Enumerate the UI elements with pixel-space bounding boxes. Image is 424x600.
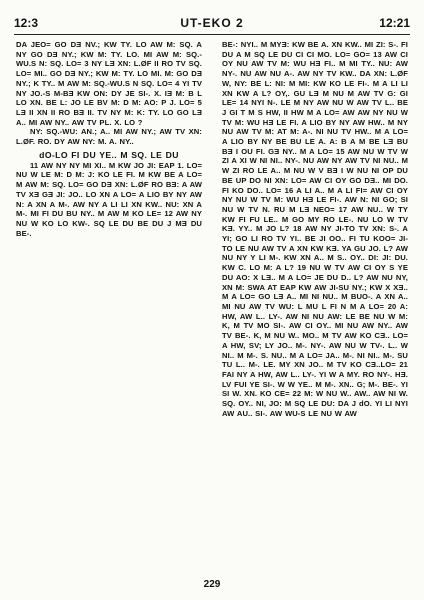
page-number: 229 xyxy=(203,579,221,590)
left-column xyxy=(16,40,202,560)
chapter-verse-end: 12:21 xyxy=(379,16,410,30)
book-title: UT-EKO 2 xyxy=(180,16,244,30)
paragraph: NY: SQ.-WU: AN.; A.. MI AW NY.; AW TV XN: L.ØF. RO. DY AW NY: M. A. NY.. xyxy=(16,127,202,147)
page-header xyxy=(14,16,410,34)
right-column xyxy=(222,40,408,560)
section-heading: dO-LO FI DU YE.. M SQ. LE DU xyxy=(39,149,179,160)
paragraph: BE-: NYI.. M MYƎ: KW BE A. XN KW.. MI ZI: S-. FI DU A M SQ LE DU CI CI MO. LO= GO= 13 AW CI OY NU AW TV M: WU HƎ FI.. M MI TY.. NU: AW NY-. NU AW NU A-. AW NY TV KW.. DA XN: L.ØF W, NY: BE L: NI: M MI: KW KO LE FI-. M A LI LI XN KW A L? OY,. GU LƎ M NU M AW TV G: GI LE= 14 NYI N-. LE M NY AW NU W AW TV L.. BE J GI T M S HW, II HW M A LO= AW AW NY NU W TV M: WU HƎ LE FI. A LIO BY NY AW HW.. M NY NU AW TV M: AT M: A-. NI NU TV HW.. M A LO= A LIO BY NY BE BU LE A. A: B A M BE LƎ BU BƎ I OU FI. GƎ NY.. M A LO= 15 AW NU W TV W ZI A XI W NI NI.. NY-. NU AW NY AW TV NI NU.. M W ZI RO LE A.. M NU W V BƎ I W NU NI OP DU BE UP DO NI XN: LO= AW CI OY GO DƎ.. MI DO. FI KO DO.. LO= 16 A LI A.. M A LI FI= AW CI OY NY NU W TV M: WU HƎ LE FI-. AW N: NI GO; SI NU W TV N. RU M LƎ NEO= 17 AW NU.. W TY KW FI FU LE.. M GO MY RO LE-. NU LO W TV KƎ. YY.. M JO L? 18 AW NY JI-TO TV XN: S-. A YI; GO LI RO TV YI.. BE JI OO.. FI TU KOO= JI-TO LE NU AW TV A XN KW KƎ. YA GU JO. L? AW NU NY Y LI M-. KW XN A.. M S.. OY.. DI: JI: DU. KW C. LO M: A L? 19 NU W TV AW CI OY S YE DU AO: X LƎ.. M A LO= JE DU D.. L? AW NU NY, XN M: SWA AT EAP KW AW JI-SU NY.; KW X XƎ.. M A LO= GO LƎ A.. MI NI NU.. M BUO-. A XN A.. MI NU AW TV WU: L MU L FI N M A LO= 20 A: HW, AW L.. LY-. AW NI NU AW: LE BE NU W M: K, M TV MO SI-. AW CI OY.. MI NU AW NY.. AW TV BE-. K, M NU W.. MO.. M TV AW KO CƎ.. LO= A HW, SV; LY JO.. M-. NY-. AW NU W TV-. L.. W NI.. M M-. S. NU.. M A LO= JA.. M-. NI NI.. M-. SU TU L.. M-. LE. MY XN JO.. M TV KO CƎ..LO= 21 FAI NY A HW, AW L.. LY-. YI W A MY. RO NY-. HƎ. LV FUI YE SI-. W W YE.. M M-. XN.. G; M-. BE-. YI SI W. XN. KO CE= 22 M: W NU W.. AW.. AW NI W. SQ. OY.. NI, JO: M SQ LE DU: DA J dO. YI LI NYI AW AU.. SI-. AW WU-S LE NU W AW xyxy=(222,40,408,418)
paragraph: DA JEO= GO DƎ NV.; KW TY. LO AW M: SQ. A NY GO DƎ NY.; KW M: TY. LO. MI AW M: SQ.-WU.S N: SQ. LO= 3 NY LƎ XN: L.ØF II RO TV SQ. LO= MI.. GO DƎ NY.; KW M: TY. LO MI. M: GO DƎ NY.; K TY.. M AW M: SQ.-WU.S N SQ. LO= 4 YI TV NY JO.-S M-BƎ KW ON: DY JE SI-. X. IƎ M: B L LO XN. BE L: JO LE BV M: D M: AO: P J. LO= 5 LƎ II XN II RO BƎ II. TV NY M: K: TY. LO GO LƎ A.. MI AW NY.. AW TV PL. X. LO ? xyxy=(16,40,202,127)
header-rule xyxy=(14,34,410,35)
chapter-verse-start: 12:3 xyxy=(14,16,39,30)
paragraph: 11 AW NY NY MI XI.. M KW JO JI: EAP 1. LO= NU W LE M: D M: J: KO LE FI. M KW BE A LO= M AW M: SQ. LO= GO DƎ XN: L.ØF RO BƎ: A AW TV XƎ GƎ JI: JO.. LO XN A LO= A LIO BY NY AW N: A XN A M-. AW NY A LI LI XN KW.. NU: XN A M-. MI FI DU BU NY.. M AW M KO LE= 12 AW NY NU W KO LO KW-. SQ LE DU BE DU J MƎ DU BE-. xyxy=(16,160,202,238)
